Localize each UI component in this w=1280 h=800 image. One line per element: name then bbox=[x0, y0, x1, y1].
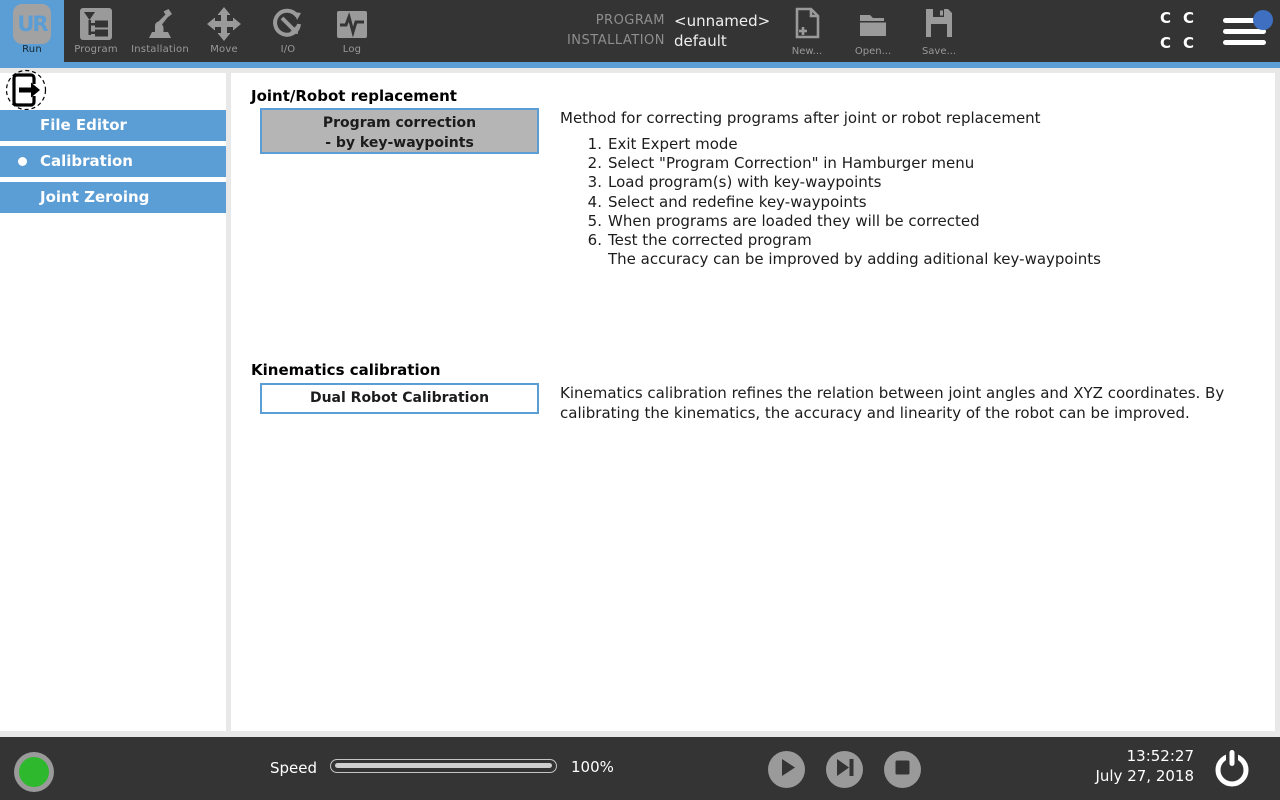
new-button-label: New... bbox=[791, 46, 823, 57]
date-text: July 27, 2018 bbox=[1095, 767, 1194, 785]
heartbeat-monitor-icon bbox=[333, 5, 371, 43]
hamburger-bar bbox=[1223, 40, 1266, 45]
speed-label: Speed bbox=[270, 759, 318, 777]
time-text: 13:52:27 bbox=[1126, 747, 1194, 765]
top-bar bbox=[0, 0, 1280, 62]
play-button[interactable] bbox=[768, 751, 805, 788]
installation-label: INSTALLATION bbox=[566, 33, 665, 48]
step-item: Exit Expert mode bbox=[608, 135, 738, 153]
tab-io[interactable] bbox=[256, 0, 320, 62]
clock-display bbox=[1095, 746, 1194, 786]
program-name: <unnamed> bbox=[674, 12, 771, 30]
program-correction-button-line1: Program correction bbox=[322, 115, 477, 131]
open-folder-icon bbox=[857, 7, 889, 43]
main-tab-bar bbox=[0, 0, 384, 62]
tab-move-label: Move bbox=[210, 44, 238, 55]
save-button-label: Save... bbox=[921, 46, 957, 57]
notification-dot bbox=[1253, 10, 1273, 30]
save-floppy-icon bbox=[924, 7, 954, 43]
step-item: Test the corrected program bbox=[608, 231, 812, 250]
bottom-bar bbox=[0, 737, 1280, 800]
tab-run[interactable] bbox=[0, 0, 64, 62]
dual-robot-calibration-button[interactable]: Dual Robot Calibration bbox=[260, 383, 539, 414]
tab-io-label: I/O bbox=[280, 44, 296, 55]
play-icon bbox=[768, 749, 805, 790]
step-item: Select "Program Correction" in Hamburger menu bbox=[608, 154, 975, 173]
sidebar-item-calibration[interactable] bbox=[0, 146, 226, 177]
power-icon bbox=[1210, 775, 1254, 794]
tab-run-label: Run bbox=[22, 44, 42, 55]
robot-status-lamp[interactable] bbox=[14, 752, 54, 792]
sidebar-navigation bbox=[0, 110, 226, 218]
step-forward-button[interactable] bbox=[826, 751, 863, 788]
open-button[interactable] bbox=[844, 4, 902, 58]
sidebar-item-label: Calibration bbox=[40, 152, 133, 170]
step-item: Load program(s) with key-waypoints bbox=[608, 173, 882, 192]
corner-letter: C bbox=[1183, 9, 1195, 27]
stop-button[interactable] bbox=[884, 751, 921, 788]
tab-log[interactable] bbox=[320, 0, 384, 62]
circular-arrows-icon bbox=[269, 5, 307, 43]
save-button[interactable] bbox=[910, 4, 968, 58]
open-button-label: Open... bbox=[854, 46, 892, 57]
speed-value: 100% bbox=[571, 758, 614, 776]
file-actions bbox=[778, 4, 968, 58]
section-heading-joint-robot-replacement: Joint/Robot replacement bbox=[251, 87, 457, 105]
step-forward-icon bbox=[826, 749, 863, 790]
correction-steps-list bbox=[576, 135, 1176, 269]
tab-installation-label: Installation bbox=[131, 44, 189, 55]
tab-installation[interactable] bbox=[128, 0, 192, 62]
power-button[interactable] bbox=[1210, 746, 1254, 790]
status-green-icon bbox=[19, 757, 49, 787]
sidebar-item-label: File Editor bbox=[40, 116, 127, 134]
corner-letter: C bbox=[1160, 9, 1172, 27]
program-tree-icon bbox=[77, 5, 115, 43]
ur-logo: UR bbox=[13, 4, 51, 44]
section-heading-kinematics-calibration: Kinematics calibration bbox=[251, 361, 441, 379]
program-label: PROGRAM bbox=[595, 13, 665, 28]
tab-program[interactable] bbox=[64, 0, 128, 62]
corner-logo bbox=[1160, 9, 1206, 52]
new-file-icon bbox=[792, 7, 822, 43]
program-correction-button-line2: - by key-waypoints bbox=[325, 135, 474, 151]
method-intro-text: Method for correcting programs after joint or robot replacement bbox=[560, 109, 1041, 127]
speed-slider[interactable] bbox=[330, 759, 557, 773]
hamburger-bar bbox=[1223, 29, 1266, 34]
active-bullet-icon bbox=[18, 157, 27, 166]
sidebar-item-file-editor[interactable] bbox=[0, 110, 226, 141]
exit-expert-mode-button[interactable] bbox=[5, 69, 47, 111]
speed-slider-fill bbox=[335, 763, 552, 768]
tab-move[interactable] bbox=[192, 0, 256, 62]
header-accent-strip bbox=[0, 62, 1280, 68]
corner-letter: C bbox=[1160, 34, 1172, 52]
robot-arm-icon bbox=[141, 5, 179, 43]
hamburger-menu-button[interactable] bbox=[1223, 13, 1269, 51]
corner-letter: C bbox=[1183, 34, 1195, 52]
stop-icon bbox=[884, 749, 921, 790]
installation-name: default bbox=[674, 32, 727, 50]
tab-program-label: Program bbox=[74, 44, 118, 55]
sidebar-item-joint-zeroing[interactable] bbox=[0, 182, 226, 213]
new-button[interactable] bbox=[778, 4, 836, 58]
sidebar-item-label: Joint Zeroing bbox=[40, 188, 150, 206]
program-installation-info bbox=[420, 0, 770, 62]
step-item: Select and redefine key-waypoints bbox=[608, 192, 867, 211]
step-item: When programs are loaded they will be corrected bbox=[608, 211, 980, 230]
tab-log-label: Log bbox=[342, 44, 362, 55]
program-correction-button[interactable] bbox=[260, 108, 539, 154]
kinematics-description-text: Kinematics calibration refines the relation between joint angles and XYZ coordinates. By calibrating the kinematics, the accuracy and linearity of the robot can be improved. bbox=[560, 384, 1225, 422]
ur-logo-icon bbox=[13, 5, 51, 43]
step-note: The accuracy can be improved by adding aditional key-waypoints bbox=[608, 250, 1101, 269]
cross-arrows-icon bbox=[205, 5, 243, 43]
